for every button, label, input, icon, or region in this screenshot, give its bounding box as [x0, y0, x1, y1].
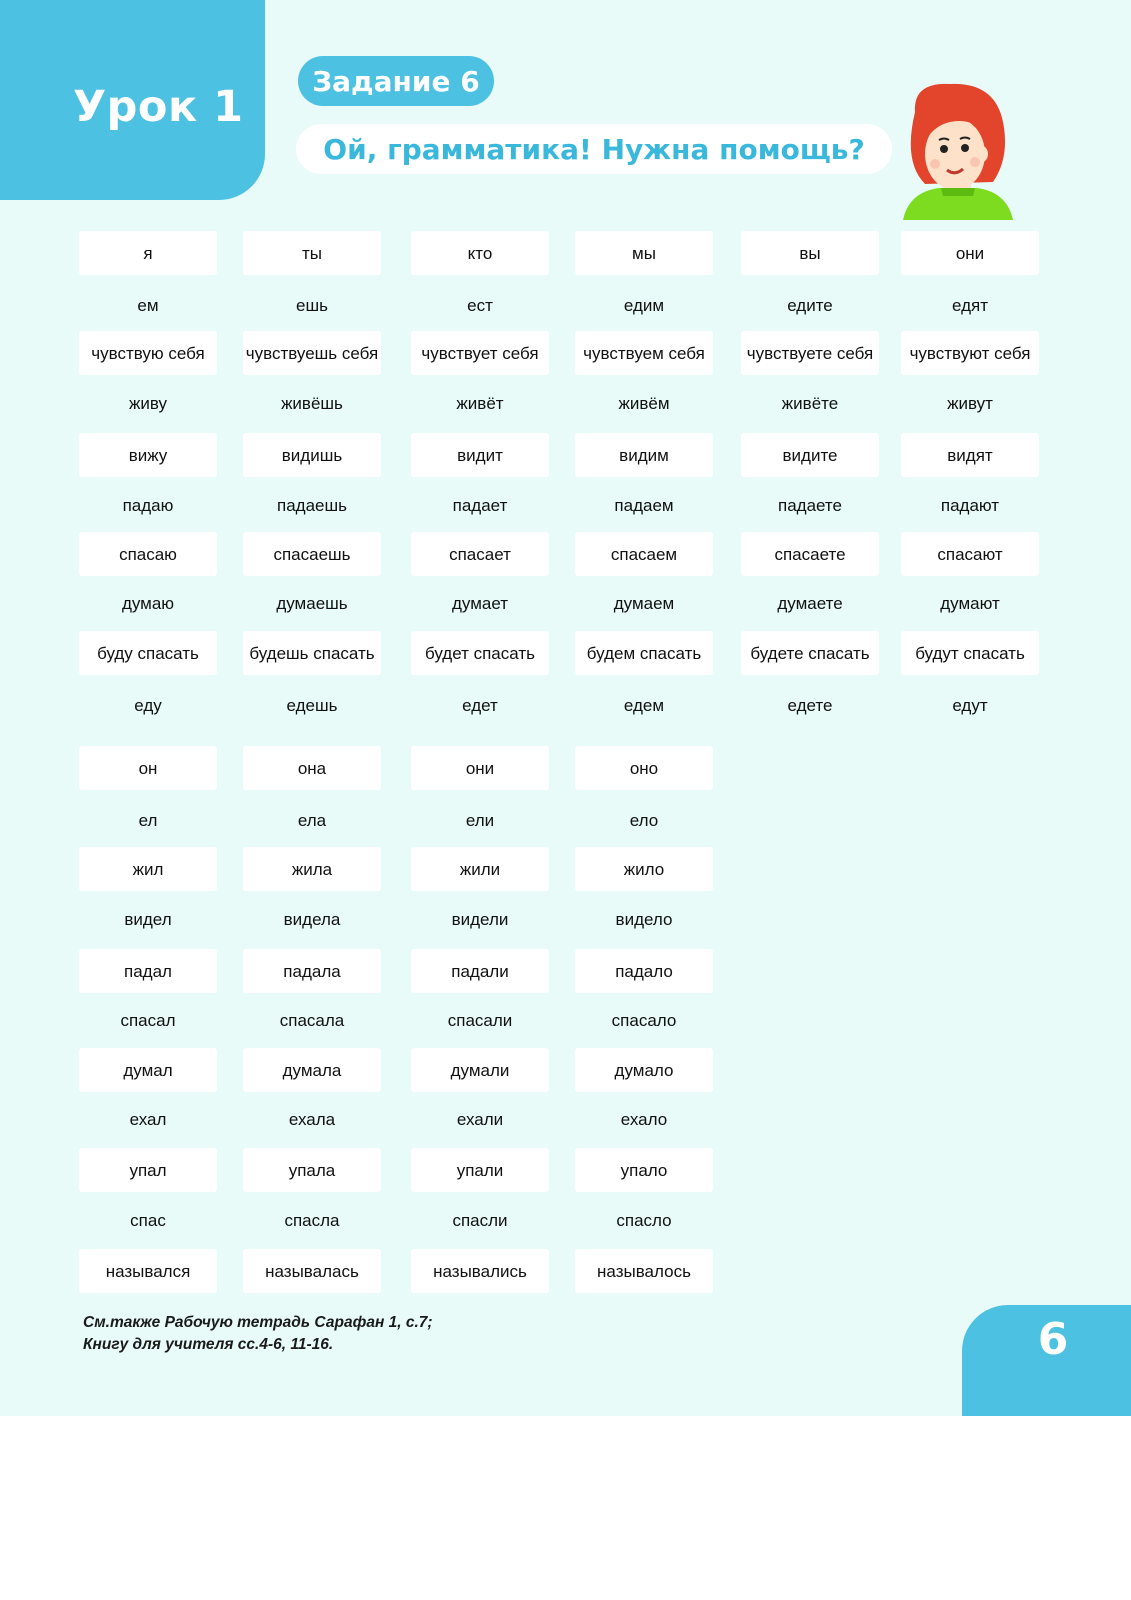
- verb-form-cell: называлось: [575, 1249, 713, 1293]
- verb-form-cell: спасаем: [575, 532, 713, 576]
- pronoun-header: мы: [575, 231, 713, 275]
- verb-form-cell: видела: [283, 909, 341, 929]
- verb-form-cell: спасает: [411, 532, 549, 576]
- verb-form-cell: чувствуешь себя: [243, 331, 381, 375]
- verb-form-cell: спасают: [901, 532, 1039, 576]
- verb-form-cell: падаем: [614, 495, 674, 515]
- verb-form-cell: думало: [575, 1048, 713, 1092]
- verb-form-cell: едят: [952, 295, 988, 315]
- verb-form-cell: видит: [411, 433, 549, 477]
- verb-form-cell: чувствуете себя: [741, 331, 879, 375]
- verb-form-cell: ехало: [620, 1109, 668, 1129]
- verb-form-cell: назывался: [79, 1249, 217, 1293]
- verb-form-cell: спасаешь: [243, 532, 381, 576]
- verb-form-cell: падала: [243, 949, 381, 993]
- verb-form-cell: спасали: [447, 1010, 513, 1030]
- verb-form-cell: видите: [741, 433, 879, 477]
- verb-form-cell: едет: [462, 695, 498, 715]
- verb-form-cell: едут: [952, 695, 988, 715]
- verb-form-cell: думал: [79, 1048, 217, 1092]
- verb-form-cell: назывались: [411, 1249, 549, 1293]
- pronoun-header: я: [79, 231, 217, 275]
- lesson-title: Урок 1: [73, 82, 244, 132]
- verb-form-cell: чувствую себя: [79, 331, 217, 375]
- verb-form-cell: называлась: [243, 1249, 381, 1293]
- verb-form-cell: живём: [618, 393, 670, 413]
- verb-form-cell: едешь: [286, 695, 338, 715]
- footnote: [83, 1312, 433, 1356]
- verb-form-cell: спасаю: [79, 532, 217, 576]
- verb-form-cell: думали: [411, 1048, 549, 1092]
- verb-form-cell: ест: [467, 295, 493, 315]
- verb-form-cell: чувствует себя: [411, 331, 549, 375]
- verb-form-cell: едим: [623, 295, 665, 315]
- verb-form-cell: спасал: [120, 1010, 176, 1030]
- verb-form-cell: падало: [575, 949, 713, 993]
- verb-form-cell: спас: [130, 1210, 166, 1230]
- verb-form-cell: видим: [575, 433, 713, 477]
- verb-form-cell: падаете: [778, 495, 842, 515]
- verb-form-cell: видело: [615, 909, 673, 929]
- verb-form-cell: еду: [134, 695, 162, 715]
- verb-form-cell: ел: [138, 810, 158, 830]
- verb-form-cell: жил: [79, 847, 217, 891]
- verb-form-cell: ело: [629, 810, 659, 830]
- verb-form-cell: думаешь: [276, 593, 348, 613]
- verb-form-cell: падаешь: [277, 495, 347, 515]
- verb-form-cell: спасала: [279, 1010, 345, 1030]
- verb-form-cell: едете: [787, 695, 833, 715]
- verb-form-cell: будут спасать: [901, 631, 1039, 675]
- verb-form-cell: спасало: [611, 1010, 677, 1030]
- pronoun-header: они: [901, 231, 1039, 275]
- verb-form-cell: едите: [787, 295, 833, 315]
- footnote-line-1: См.также Рабочую тетрадь Сарафан 1, с.7;: [83, 1314, 433, 1331]
- verb-form-cell: живу: [128, 393, 168, 413]
- verb-form-cell: ехала: [288, 1109, 336, 1129]
- pronoun-header: ты: [243, 231, 381, 275]
- verb-form-cell: будете спасать: [741, 631, 879, 675]
- verb-form-cell: падали: [411, 949, 549, 993]
- verb-form-cell: живёте: [781, 393, 839, 413]
- verb-form-cell: думаем: [613, 593, 675, 613]
- verb-form-cell: едем: [623, 695, 665, 715]
- footnote-line-2: Книгу для учителя сс.4-6, 11-16.: [83, 1336, 334, 1353]
- verb-form-cell: жила: [243, 847, 381, 891]
- pronoun-header: оно: [575, 746, 713, 790]
- verb-form-cell: ели: [465, 810, 495, 830]
- verb-form-cell: ела: [297, 810, 327, 830]
- verb-form-cell: видел: [124, 909, 172, 929]
- verb-form-cell: думает: [451, 593, 509, 613]
- verb-form-cell: будем спасать: [575, 631, 713, 675]
- verb-form-cell: буду спасать: [79, 631, 217, 675]
- verb-form-cell: видят: [901, 433, 1039, 477]
- verb-form-cell: спасаете: [741, 532, 879, 576]
- verb-form-cell: живёшь: [281, 393, 343, 413]
- pronoun-header: вы: [741, 231, 879, 275]
- verb-form-cell: вижу: [79, 433, 217, 477]
- verb-form-cell: живут: [947, 393, 993, 413]
- pronoun-header: она: [243, 746, 381, 790]
- verb-form-cell: упал: [79, 1148, 217, 1192]
- verb-form-cell: падал: [79, 949, 217, 993]
- verb-form-cell: видели: [451, 909, 509, 929]
- verb-form-cell: думала: [243, 1048, 381, 1092]
- verb-form-cell: спасло: [616, 1210, 672, 1230]
- verb-form-cell: думаю: [121, 593, 175, 613]
- verb-form-cell: жило: [575, 847, 713, 891]
- pronoun-header: они: [411, 746, 549, 790]
- verb-form-cell: упали: [411, 1148, 549, 1192]
- verb-form-cell: будет спасать: [411, 631, 549, 675]
- task-label: Задание 6: [298, 56, 494, 106]
- pronoun-header: кто: [411, 231, 549, 275]
- verb-form-cell: жили: [411, 847, 549, 891]
- verb-form-cell: падают: [940, 495, 1000, 515]
- verb-form-cell: ехали: [456, 1109, 504, 1129]
- verb-form-cell: видишь: [243, 433, 381, 477]
- verb-form-cell: будешь спасать: [243, 631, 381, 675]
- verb-form-cell: ехал: [129, 1109, 167, 1129]
- verb-form-cell: упало: [575, 1148, 713, 1192]
- verb-form-cell: думают: [940, 593, 1000, 613]
- verb-form-cell: живёт: [456, 393, 504, 413]
- verb-form-cell: спасла: [284, 1210, 340, 1230]
- verb-form-cell: падаю: [122, 495, 174, 515]
- page-number: 6: [1037, 1314, 1069, 1365]
- verb-form-cell: думаете: [777, 593, 843, 613]
- verb-form-cell: упала: [243, 1148, 381, 1192]
- verb-form-cell: ешь: [296, 295, 328, 315]
- girl-illustration: [895, 82, 1025, 220]
- prompt-bubble: Ой, грамматика! Нужна помощь?: [296, 124, 892, 174]
- verb-form-cell: чувствуют себя: [901, 331, 1039, 375]
- pronoun-header: он: [79, 746, 217, 790]
- verb-form-cell: чувствуем себя: [575, 331, 713, 375]
- verb-form-cell: ем: [137, 295, 159, 315]
- verb-form-cell: спасли: [452, 1210, 508, 1230]
- verb-form-cell: падает: [452, 495, 508, 515]
